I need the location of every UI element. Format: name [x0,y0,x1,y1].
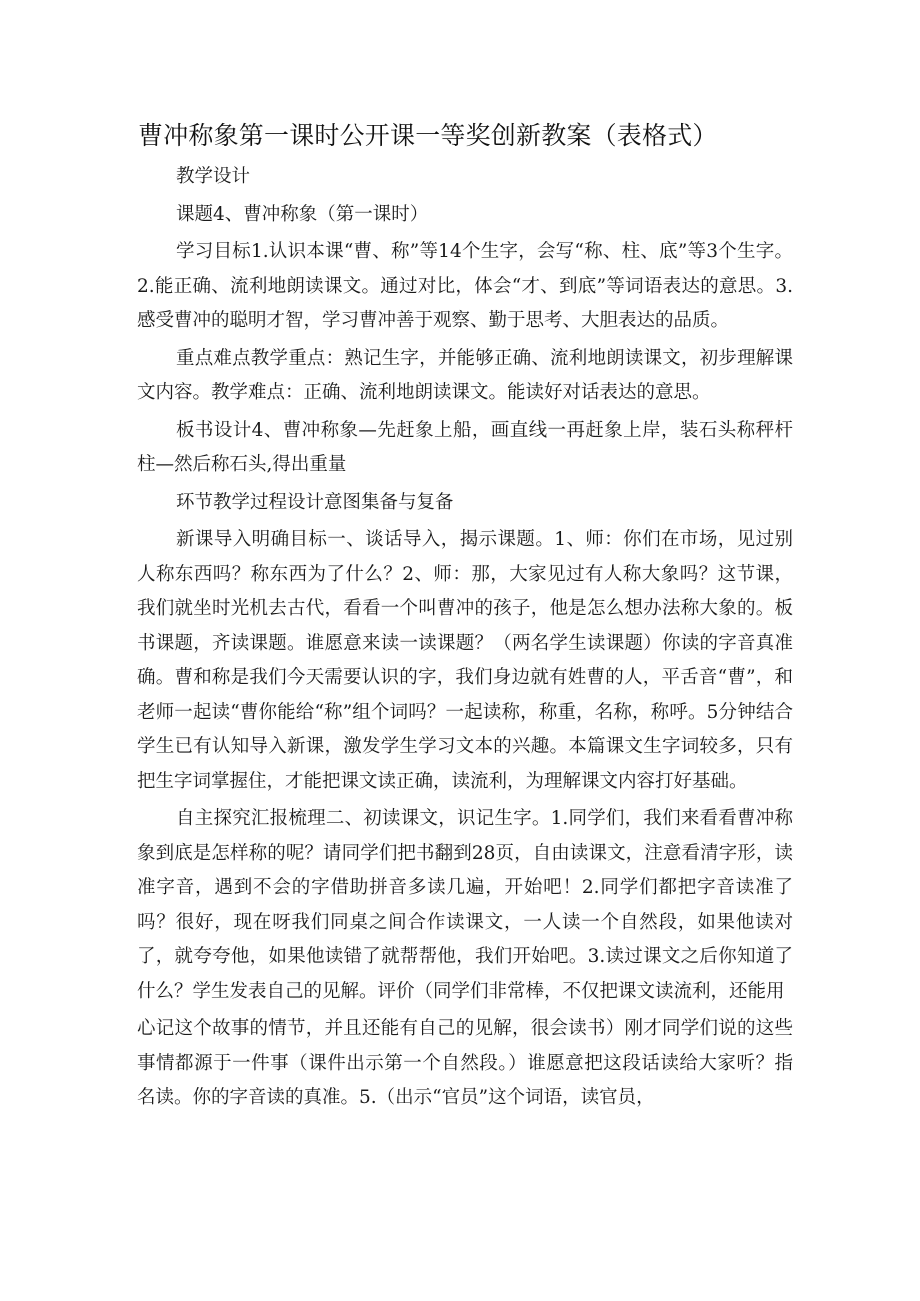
document-title: 曹冲称象第一课时公开课一等奖创新教案（表格式） [138,121,718,150]
paragraph-section-label: 教学设计 [176,166,251,187]
paragraph-continuation: 心记这个故事的情节，并且还能有自己的见解，很会读书）刚才同学们说的这些事情都源于一件事（课件出示第一个自然段。）谁愿意把这段话读给大家听？指名读。你的字音读的真准。5.（出示“官员”这个词语，读官员， [137,1018,793,1108]
paragraph-introduction: 新课导入明确目标一、谈话导入，揭示课题。1、师：你们在市场，见过别人称东西吗？称东西为了什么？2、师：那，大家见过有人称大象吗？这节课，我们就坐时光机去古代，看看一个叫曹冲的孩子，他是怎么想办法称大象的。板书课题，齐读课题。谁愿意来读一读课题？（两名学生读课题）你读的字音真准确。曹和称是我们今天需要认识的字，我们身边就有姓曹的人，平舌音“曹”，和老师一起读“曹你能给“称”组个词吗？一起读称，称重，名称，称呼。5分钟结合学生已有认知导入新课，激发学生学习文本的兴趣。本篇课文生字词较多，只有把生字词掌握住，才能把课文读正确，读流利，为理解课文内容打好基础。 [137,529,793,792]
document-body [137,160,793,1119]
paragraph-learning-goals: 学习目标1.认识本课“曹、称”等14个生字，会写“称、柱、底”等3个生字。2.能正确、流利地朗读课文。通过对比，体会“才、到底”等词语表达的意思。3.感受曹冲的聪明才智，学习曹冲善于观察、勤于思考、大胆表达的品质。 [137,241,793,331]
paragraph-table-header: 环节教学过程设计意图集备与复备 [176,491,454,513]
paragraph-exploration: 自主探究汇报梳理二、初读课文，识记生字。1.同学们，我们来看看曹冲称象到底是怎样称的呢？请同学们把书翻到28页，自由读课文，注意看清字形，读准字音，遇到不会的字借助拼音多读几遍，开始吧！2.同学们都把字音读准了吗？很好，现在呀我们同桌之间合作读课文，一人读一个自然段，如果他读对了，就夸夸他，如果他读错了就帮帮他，我们开始吧。3.读过课文之后你知道了什么？学生发表自己的见解。评价（同学们非常棒，不仅把课文读流利，还能用 [137,808,793,1002]
paragraph-lesson-topic: 课题4、曹冲称象（第一课时） [176,203,429,225]
paragraph-board-design: 板书设计4、曹冲称象—先赶象上船，画直线一再赶象上岸，装石头称秤杆柱—然后称石头,得出重量 [137,419,793,475]
paragraph-key-difficulties: 重点难点教学重点：熟记生字，并能够正确、流利地朗读课文，初步理解课文内容。教学难点：正确、流利地朗读课文。能读好对话表达的意思。 [137,347,793,403]
